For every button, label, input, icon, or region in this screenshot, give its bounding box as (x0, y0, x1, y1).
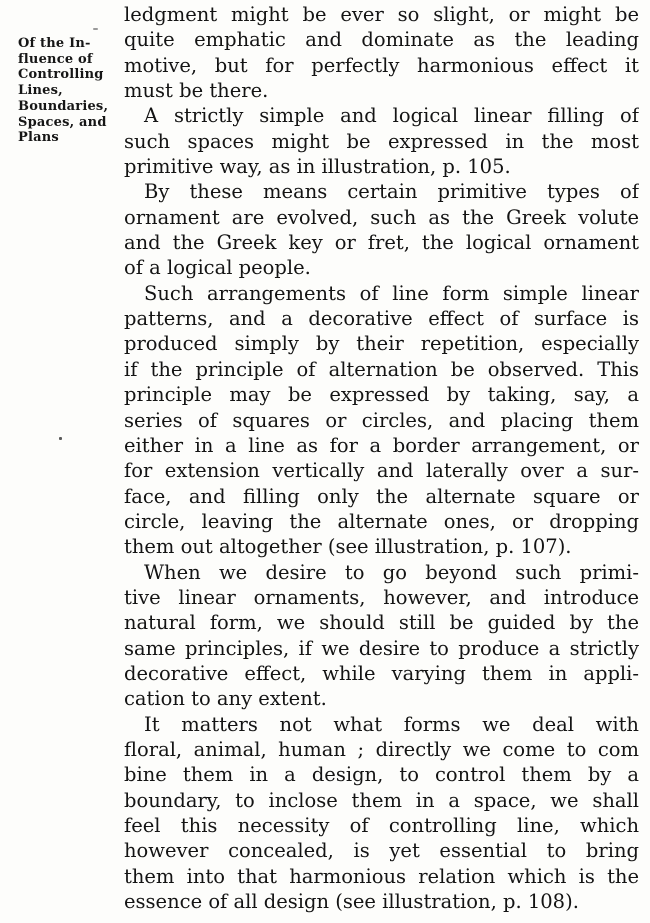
text-line: if the principle of alternation be observed. This (124, 357, 639, 381)
text-line: It matters not what forms we deal with (144, 712, 639, 736)
text-line: When we desire to go beyond such primi- (144, 560, 639, 584)
text-line: feel this necessity of controlling line, which (124, 814, 639, 837)
text-line: cation to any extent. (124, 687, 327, 711)
margin-note-line: Plans (18, 130, 59, 146)
text-line: By these means certain primitive types of (144, 180, 639, 204)
text-line: motive, but for perfectly harmonious effect it (124, 53, 639, 77)
paragraph (124, 560, 639, 712)
text-line: for extension vertically and laterally over a sur- (124, 459, 639, 483)
margin-note (18, 36, 124, 146)
text-line: however concealed, is yet essential to bring (124, 839, 639, 863)
scan-speck (93, 28, 98, 30)
scan-speck (59, 437, 62, 440)
text-line: them out altogether (see illustration, p. 107). (124, 535, 572, 559)
text-line: natural form, we should still be guided by the (124, 611, 639, 635)
text-line: Such arrangements of line form simple linear (144, 281, 639, 305)
text-line: decorative effect, while varying them in appli- (124, 661, 639, 685)
text-line: must be there. (124, 79, 269, 103)
text-line: of a logical people. (124, 256, 311, 280)
text-line: quite emphatic and dominate as the leading (124, 28, 639, 52)
text-line: tive linear ornaments, however, and introduce (124, 585, 639, 609)
margin-note-line: Of the In- (18, 36, 91, 51)
text-line: either in a line as for a border arrangement, or (124, 433, 639, 457)
text-line: ledgment might be ever so slight, or might be (124, 3, 639, 26)
text-line: bine them in a design, to control them by a (124, 763, 639, 787)
text-line: such spaces might be expressed in the most (124, 129, 639, 153)
text-line: series of squares or circles, and placing them (124, 408, 639, 432)
paragraph (124, 179, 639, 280)
margin-note-line: Controlling (18, 67, 104, 83)
text-line: principle may be expressed by taking, say, a (124, 383, 639, 407)
paragraph (124, 2, 639, 103)
margin-note-line: Lines, (18, 83, 63, 99)
paragraph (124, 281, 639, 560)
paragraph (124, 712, 639, 915)
text-line: patterns, and a decorative effect of surface is (124, 307, 639, 331)
margin-note-line: Boundaries, (18, 98, 109, 114)
text-line: ornament are evolved, such as the Greek volute (124, 205, 639, 229)
text-line: essence of all design (see illustration, p. 108). (124, 890, 579, 914)
text-line: boundary, to inclose them in a space, we shall (124, 788, 639, 812)
text-line: and the Greek key or fret, the logical ornament (124, 231, 639, 255)
paragraph (124, 103, 639, 179)
text-line: produced simply by their repetition, especially (124, 332, 639, 356)
text-line: circle, leaving the alternate ones, or dropping (124, 509, 639, 533)
text-line: A strictly simple and logical linear filling of (144, 104, 639, 128)
main-text-column (124, 2, 639, 914)
text-line: same principles, if we desire to produce a strictly (124, 636, 639, 660)
margin-note-line: fluence of (18, 51, 93, 67)
text-line: floral, animal, human ; directly we come to com (124, 737, 639, 761)
text-line: primitive way, as in illustration, p. 105. (124, 155, 511, 179)
text-line: face, and filling only the alternate square or (124, 484, 639, 508)
margin-note-line: Spaces, and (18, 114, 107, 130)
text-line: them into that harmonious relation which is the (124, 864, 639, 888)
